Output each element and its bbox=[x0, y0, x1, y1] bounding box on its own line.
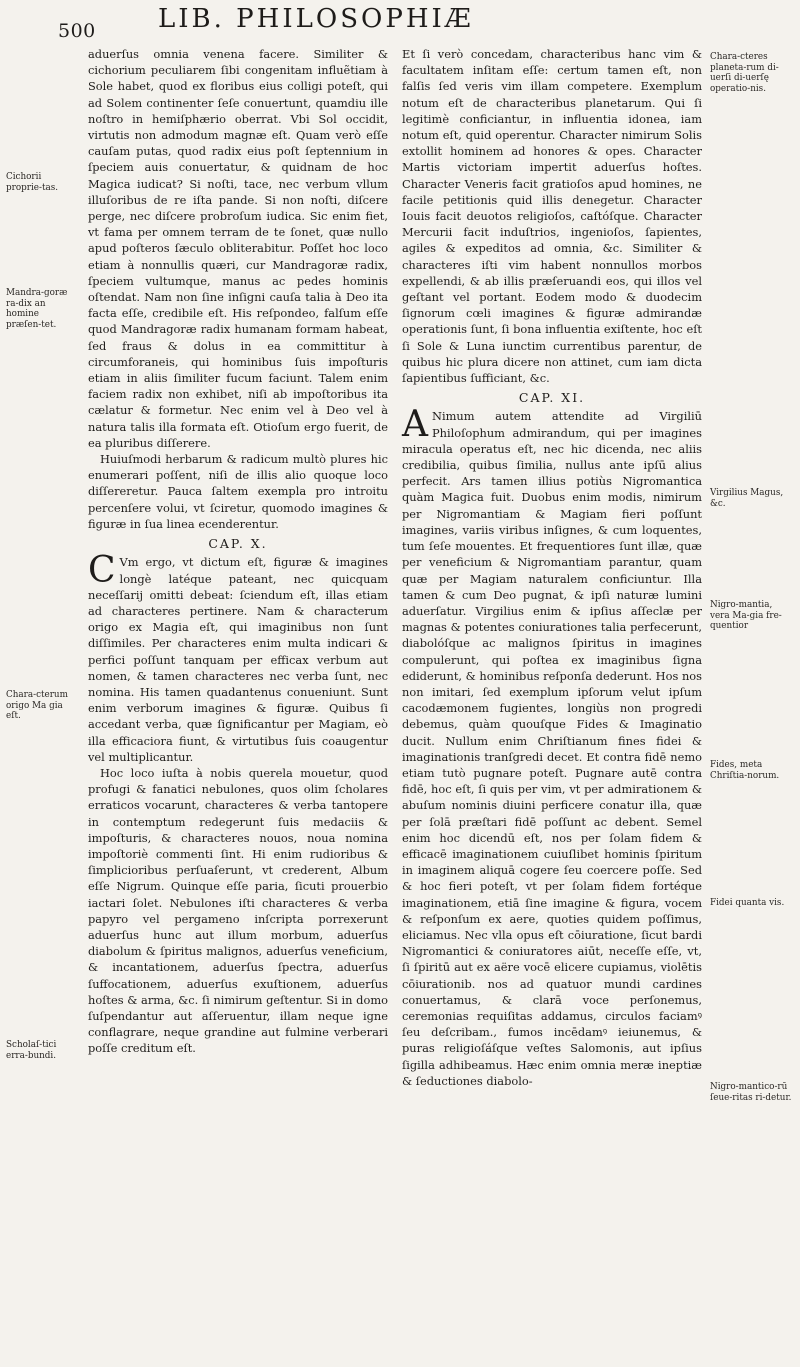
right-column bbox=[402, 46, 702, 1089]
margin-note-right: Chara-cteres planeta-rum di-uerſi di-uerſę operatio-nis. bbox=[710, 52, 779, 94]
drop-initial: C bbox=[88, 550, 116, 592]
chapter-heading-xi: CAP. XI. bbox=[518, 390, 586, 406]
right-paragraph: Et ſi verò concedam, characteribus hanc vim & facultatem inſitam eſſe: certum tamen eſt, non falſis ſed veris vim illam competere. Exemplum notum eſt de characteribus planetarum. Qui ſi legitimè conficiantur, in influentia idonea, iam notum eſt, quid operentur. Character nimirum Solis extollit hominem ad honores & opes. Character Martis victoriam impertit aduerſus hoſtes. Character Veneris facit gratioſos apud homines, ne facile petitionis quid illis denegetur. Character Iouis facit deuotos religioſos, caſtóſque. Character Mercurii facit induſtrios, ingenioſos, ſapientes, agiles & expeditos ad omnia, &c. Similiter & characteres iſti vim habent nonnullos morbos expellendi, & ab illis præſeruandi eos, qui illos vel geſtant vel portant. Eodem modo & duodecim ſignorum cœli imagines & figuræ admirandæ operationis ſunt, ſi bona influentia exiſtente, hoc eſt ſi Sole & Luna iunctim currentibus parentur, de quibus hic plura dicere non attinet, cum iam dicta ſapientibus ſufficiant, &c. bbox=[402, 47, 702, 386]
margin-note-right: Fidei quanta vis. bbox=[710, 898, 785, 908]
chapter-xi-paragraph bbox=[402, 404, 702, 1089]
page-number: 500 bbox=[58, 20, 96, 42]
chapter-x-paragraph bbox=[88, 550, 388, 765]
margin-note-left: Scholaſ-tici erra-bundi. bbox=[6, 1040, 57, 1061]
drop-initial: A bbox=[402, 404, 428, 446]
margin-note-right: Nigro-mantico-rū ſeue-ritas ri-detur. bbox=[710, 1082, 792, 1103]
chapter-heading-x: CAP. X. bbox=[208, 536, 268, 552]
left-paragraph: Hoc loco iuſta à nobis querela mouetur, quod profugi & fanatici nebulones, quos olim ſcholares erraticos vocarunt, characteres & verba tantopere in contemptum redegerunt ſuis medaciis & impoſturis, & characteres nouos, noua nomina impoſtoriè commenti ſint. Hi enim rudioribus & ſimplicioribus perſuaſerunt, vt crederent, Album eſſe Nigrum. Quinque eſſe paria, ſicuti prouerbio iactari ſolet. Nebulones iſti characteres & verba papyro vel pergameno inſcripta porrexerunt aduerſus hunc aut illum morbum, aduerſus diabolum & ſpiritus malignos, aduerſus veneficium, & incantationem, aduerſus ſpectra, aduerſus ſuffocationem, aduerſus exuſtionem, aduerſus hoſtes & arma, &c. ſi nimirum geſtentur. Si in domo ſuſpendantur aut aſſeruentur, illam neque igne conflagrare, neque grandine aut fulmine verberari poſſe creditum eſt. bbox=[88, 765, 388, 1056]
page-header bbox=[58, 6, 778, 46]
left-paragraph: Huiuſmodi herbarum & radicum multò plures hic enumerari poſſent, niſi de illis alio quoque loco diſſereretur. Pauca ſaltem exempla pro introitu percenſere volui, vt ſciretur, quomodo imagines & figuræ in ſua linea ecenderentur. bbox=[88, 452, 388, 531]
left-column bbox=[88, 46, 388, 1057]
chapter-xi-text: Nimum autem attendite ad Virgiliū Philoſophum admirandum, qui per imagines miracula operatus eſt, nec hic dicenda, nec aliis credibilia, quibus ſimilia, nullus ante ipſū alius perfecit. Ars tamen illius potiùs Nigromantica quàm Magica fuit. Duobus enim modis, nimirum per Nigromantiam & Magiam fieri poſſunt imagines, variis viribus inſignes, & cum loquentes, tum ſeſe mouentes. Et frequentiores ſunt illæ, quæ per veneficium & Nigromantiam parantur, quam quæ per Magiam naturalem conficiuntur. Illa tamen & cum Deo pugnat, & ipſi naturæ lumini aduerſatur. Virgilius enim & ipſius aſſeclæ per magnas & potentes coniurationes talia perfecerunt, diabolóſque ac malignos ſpiritus in imagines compulerunt, qui poſtea ex imaginibus ſigna ediderunt, & hominibus reſponſa dederunt. Hos nos non imitari, ſed exemplum ipſorum velut ipſum cacodæmonem fugientes, longiùs non progredi debemus, quàm quouſque Fides & Imaginatio ducit. Nullum enim Chriſtianum fines fidei & imaginationis tranſgredi decet. Et contra fidē nemo etiam tutò pugnare poteſt. Pugnare autē contra fidē, hoc eſt, ſi quis per vim, vt per admirationem & abuſum nominis diuini perficere conatur illa, quæ per ſolā præſtari fidē poſſunt ac debent. Semel enim hoc dicendū eſt, nos per ſolam fidem & efficacē imaginationem cuiuſlibet hominis ſpiritum in imaginem aliquā cogere ſeu coercere poſſe. Sed & hoc fieri poteſt, vt per ſolam fidem fortéque imaginationem, etiā ſine imagine & figura, vocem & reſponſum ex aere, quoties quidem poſſimus, eliciamus. Nec vlla opus eſt cōiuratione, ſicut bardi Nigromantici & coniuratores aiūt, neceſſe eſſe, vt, ſi ſpiritū aut ex aëre vocē elicere cupiamus, violētis cōiurationib. nos ad quatuor mundi cardines conuertamus, & clarā voce perſonemus, ceremonias requiſitas addamus, circulos faciamꝰ ſeu deſcribam., fumos incēdamꝰ ieiunemus, & puras religioſáſque veſtes Salomonis, aut ipſius ſigilla adhibeamus. Hæc enim omnia meræ ineptiæ & ſeductiones diabolo- bbox=[402, 409, 702, 1088]
margin-note-left: Chara-cterum origo Ma gia eſt. bbox=[6, 690, 68, 721]
left-paragraph: aduerſus omnia venena facere. Similiter & cichorium peculiarem ſibi congenitam influẽtiam à Sole habet, quod ex floribus eius colligi poteſt, qui ad Solem continenter ſeſe conuertunt, quamdiu ille noſtro in hemiſphærio oberrat. Vbi Sol occidit, virtutis non admodum magnæ eſt. Quam verò eſſe cauſam putas, quod radix eius poſt ſeptennium in ſpeciem auis conuertatur, & quidnam de hoc Magica iudicat? Si noſti, tace, nec verbum vllum illuſoribus de re iſta pande. Si non noſti, diſcere perge, nec diſcere probroſum iudica. Sic enim fiet, vt fama per omnem terram de te ſonet, quæ nullo apud poſteros ſæculo obliterabitur. Poſſet hoc loco etiam à nonnullis quæri, cur Mandragoræ radix, ſpeciem vultumque, manus ac pedes hominis oſtendat. Nam non ſine inſigni cauſa talia à Deo ita facta eſſe, credibile eſt. His reſpondeo, falſum eſſe quod Mandragoræ radix humanam formam habeat, ſed fraus & dolus in ea committitur à circumforaneis, qui hominibus ſuis impoſturis etiam in aliis ſimiliter fucum faciunt. Talem enim faciem radix non exhibet, niſi ab impoſtoribus ita cælatur & formetur. Nec enim vel à Deo vel à natura talis illa formata eſt. Otioſum ergo fuerit, de ea pluribus diſſerere. bbox=[88, 47, 388, 450]
margin-note-left: Mandra-goræ ra-dix an homine præſen-tet. bbox=[6, 288, 68, 330]
running-head: LIB. PHILOSOPHIÆ bbox=[158, 4, 474, 34]
margin-note-right: Nigro-mantia, vera Ma-gia fre-quentior bbox=[710, 600, 782, 631]
margin-note-right: Fides, meta Chriſtia-norum. bbox=[710, 760, 780, 781]
margin-note-right: Virgilius Magus, &c. bbox=[710, 488, 784, 509]
chapter-x-text: Vm ergo, vt dictum eſt, figuræ & imagines longè latéque pateant, nec quicquam neceſſarij omitti debeat: ſciendum eſt, illas etiam ad characteres pertinere. Nam & characterum origo ex Magia eſt, qui imaginibus non ſunt diſſimiles. Per characteres enim multa indicari & perfici poſſunt tanquam per efficax verbum aut nomen, & tamen characteres nec verba ſunt, nec nomina. His tamen quadantenus conueniunt. Sunt enim verborum imagines & figuræ. Quibus ſi accedant verba, quæ ſignificantur per Magiam, eò illa efficaciora fiunt, & virtutibus ſuis coaugentur vel multiplicantur. bbox=[88, 555, 388, 764]
margin-note-left: Cichorii proprie-tas. bbox=[6, 172, 59, 193]
